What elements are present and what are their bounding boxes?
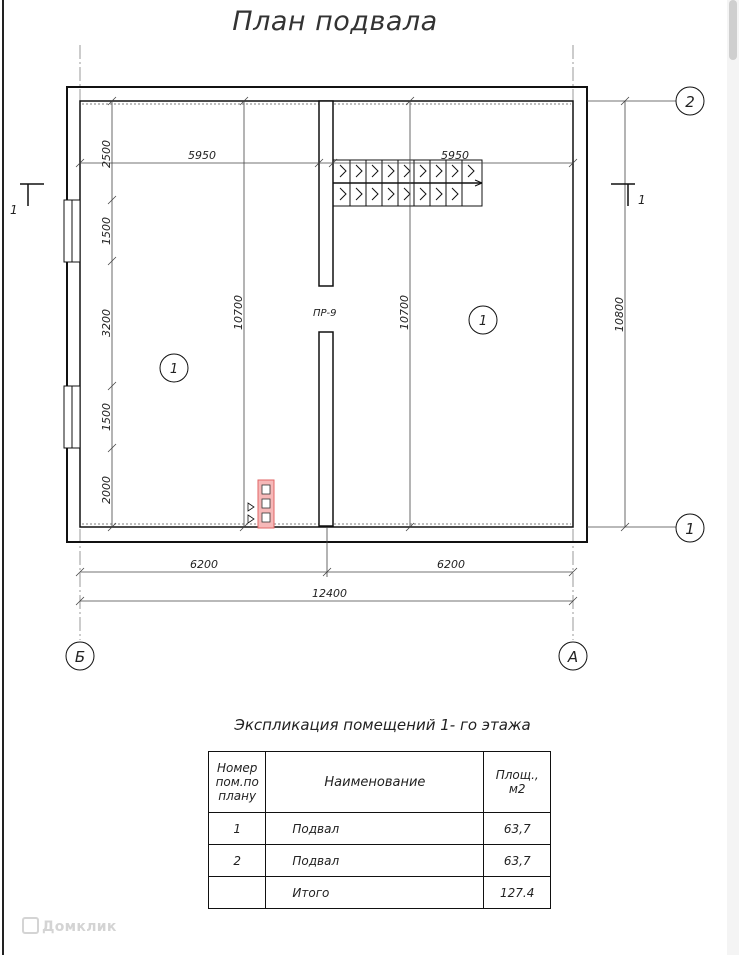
section-label-right: 1	[638, 193, 646, 207]
explication-title: Экспликация помещений 1- го этажа	[234, 716, 531, 734]
table-row	[209, 813, 551, 845]
cell-name: Подвал	[266, 813, 484, 845]
dim-wall-segment-5: 2000	[100, 476, 113, 504]
table-header-row	[209, 752, 551, 813]
cell-number: 2	[209, 845, 266, 877]
dim-total-height: 10800	[613, 297, 626, 332]
section-mark-right	[611, 184, 635, 206]
watermark-text: Домклик	[42, 919, 117, 935]
header-name: Наименование	[266, 752, 484, 813]
cell-name: Подвал	[266, 845, 484, 877]
cell-number	[209, 877, 266, 909]
cell-area: 63,7	[484, 813, 551, 845]
vent-block-highlight	[248, 480, 274, 528]
section-mark-left	[20, 184, 44, 206]
cell-name-total: Итого	[266, 877, 484, 909]
plan-title: План подвала	[232, 6, 438, 37]
dim-wall-segment-1: 2500	[100, 140, 113, 168]
room-number-right: 1	[478, 314, 488, 329]
table-row-total	[209, 877, 551, 909]
axis-label-b: Б	[74, 648, 86, 666]
dim-bay-left: 6200	[190, 558, 218, 571]
table-row	[209, 845, 551, 877]
dim-room-width-left: 5950	[188, 149, 216, 162]
staircase	[333, 160, 482, 206]
header-number: Номер пом.по плану	[209, 752, 266, 813]
cell-area-total: 127.4	[484, 877, 551, 909]
axis-label-2: 2	[685, 93, 695, 111]
axis-label-1: 1	[685, 520, 695, 538]
dim-height-left: 10700	[232, 295, 245, 330]
cell-number: 1	[209, 813, 266, 845]
central-partition-upper	[319, 101, 333, 286]
dim-wall-segment-3: 3200	[100, 309, 113, 337]
dimension-vertical-lines	[108, 97, 680, 531]
axis-label-a: А	[567, 648, 579, 666]
domclick-logo-icon	[22, 917, 39, 934]
dim-bay-right: 6200	[437, 558, 465, 571]
header-area: Площ., м2	[484, 752, 551, 813]
partition-label: ПР-9	[313, 308, 337, 319]
dim-room-width-right: 5950	[441, 149, 469, 162]
watermark	[22, 917, 117, 935]
dim-total-width: 12400	[312, 587, 347, 600]
room-number-left: 1	[169, 362, 179, 377]
section-label-left: 1	[10, 203, 18, 217]
dim-wall-segment-4: 1500	[100, 403, 113, 431]
central-partition-lower	[319, 332, 333, 526]
explication-table	[208, 751, 551, 909]
dim-height-right: 10700	[398, 295, 411, 330]
dim-wall-segment-2: 1500	[100, 217, 113, 245]
cell-area: 63,7	[484, 845, 551, 877]
